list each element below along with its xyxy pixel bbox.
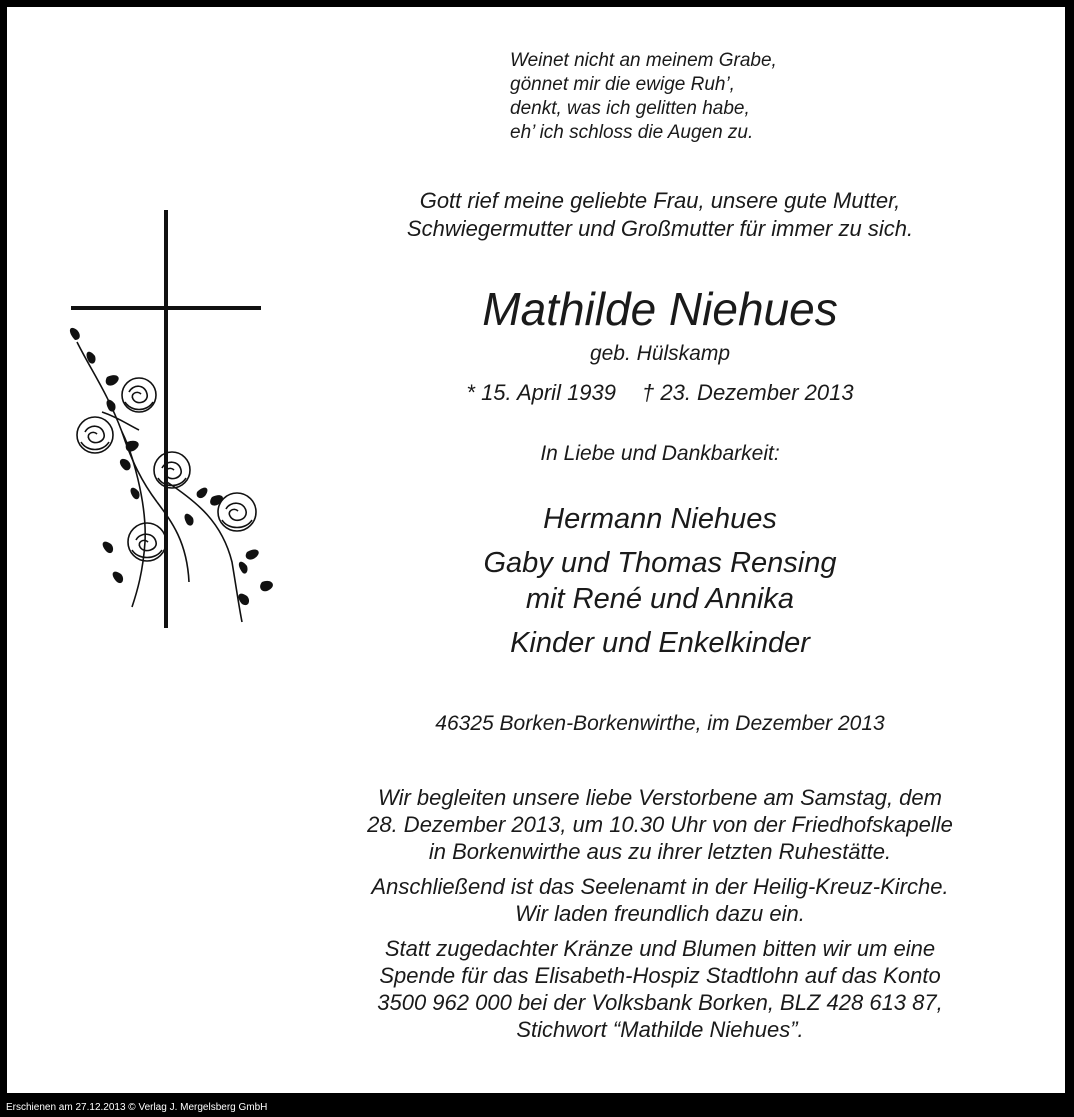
burial-paragraph bbox=[310, 784, 1010, 865]
deceased-name: Mathilde Niehues bbox=[482, 283, 838, 335]
motto-line: denkt, was ich gelitten habe, bbox=[510, 98, 750, 119]
mourner-spouse: Hermann Niehues bbox=[543, 503, 777, 535]
mass-line: Anschließend ist das Seelenamt in der Heilig-Kreuz-Kirche. bbox=[371, 874, 949, 899]
mourners-list bbox=[310, 501, 1010, 661]
birth-name: geb. Hülskamp bbox=[589, 342, 731, 365]
closing-phrase: In Liebe und Dankbarkeit: bbox=[540, 442, 780, 465]
burial-line: Wir begleiten unsere liebe Verstorbene am Samstag, dem bbox=[378, 785, 942, 810]
motto-line: gönnet mir die ewige Ruh’, bbox=[510, 74, 735, 95]
death-date: † 23. Dezember 2013 bbox=[642, 380, 854, 405]
motto-line: Weinet nicht an meinem Grabe, bbox=[510, 50, 777, 71]
mourner-grandchildren: mit René und Annika bbox=[525, 583, 795, 615]
motto-verse bbox=[510, 49, 930, 145]
intro-text bbox=[310, 187, 1010, 243]
life-dates bbox=[310, 379, 1010, 407]
mass-paragraph bbox=[310, 873, 1010, 927]
intro-line: Gott rief meine geliebte Frau, unsere gute Mutter, bbox=[419, 188, 901, 213]
burial-line: 28. Dezember 2013, um 10.30 Uhr von der Friedhofskapelle bbox=[367, 812, 953, 837]
publication-footer: Erschienen am 27.12.2013 © Verlag J. Mergelsberg GmbH bbox=[6, 1102, 268, 1113]
donation-line: Statt zugedachter Kränze und Blumen bitten wir um eine bbox=[384, 936, 936, 961]
intro-line: Schwiegermutter und Großmutter für immer zu sich. bbox=[406, 216, 914, 241]
cross-with-roses-illustration bbox=[47, 202, 287, 632]
funeral-details bbox=[310, 784, 1010, 1043]
birth-date: * 15. April 1939 bbox=[466, 380, 617, 405]
donation-line: Spende für das Elisabeth-Hospiz Stadtlohn auf das Konto bbox=[379, 963, 941, 988]
obituary-notice bbox=[7, 7, 1065, 1093]
leaf-icons bbox=[70, 328, 273, 605]
burial-line: in Borkenwirthe aus zu ihrer letzten Ruhestätte. bbox=[428, 839, 892, 864]
place-date: 46325 Borken-Borkenwirthe, im Dezember 2013 bbox=[435, 712, 885, 735]
donation-line: Stichwort “Mathilde Niehues”. bbox=[516, 1017, 804, 1042]
motto-line: eh’ ich schloss die Augen zu. bbox=[510, 122, 754, 143]
donation-line: 3500 962 000 bei der Volksbank Borken, BLZ 428 613 87, bbox=[377, 990, 943, 1015]
donation-paragraph bbox=[310, 935, 1010, 1043]
mass-line: Wir laden freundlich dazu ein. bbox=[515, 901, 805, 926]
mourner-family: Gaby und Thomas Rensing bbox=[483, 547, 837, 579]
mourner-relatives: Kinder und Enkelkinder bbox=[510, 627, 810, 659]
